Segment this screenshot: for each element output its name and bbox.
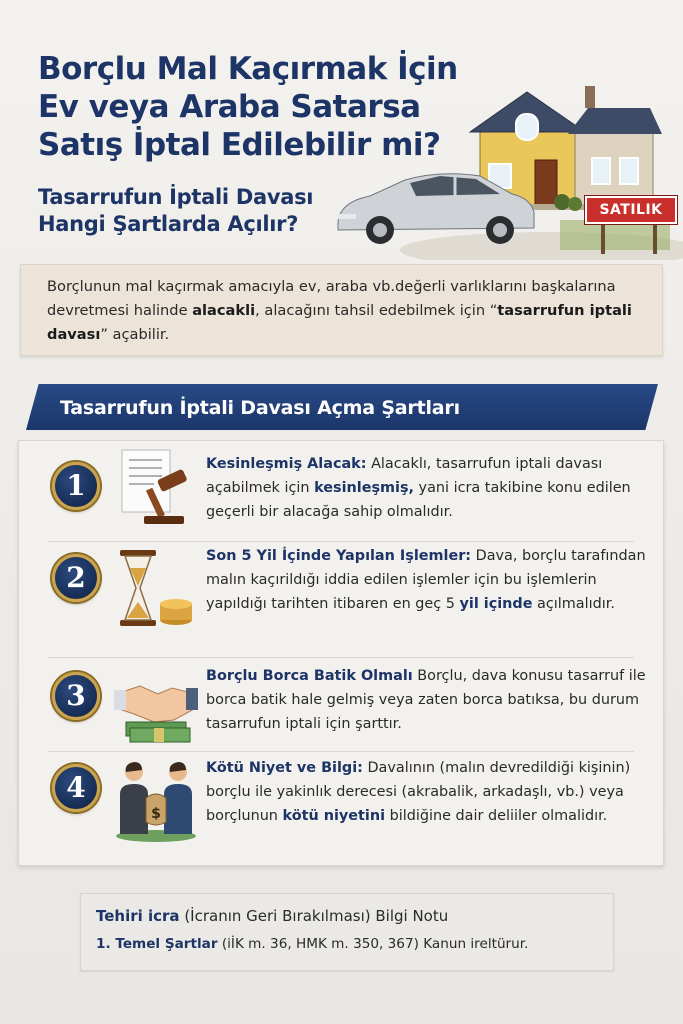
intro-bold-2: tasarrufun iptali davası — [47, 302, 632, 343]
condition-heading-1: Kesinleşmiş Alacak: — [206, 456, 367, 472]
condition-text-4 — [206, 756, 646, 828]
condition-bold-2: yil içinde — [459, 596, 533, 612]
title-line-3: Satış İptal Edilebilir mi? — [38, 127, 441, 163]
condition-item-4 — [18, 752, 664, 866]
title-line-2: Ev veya Araba Satarsa — [38, 89, 421, 125]
subtitle-line-2: Hangi Şartlarda Açılır? — [38, 212, 299, 236]
condition-heading-3: Borçlu Borca Batik Olmalı — [206, 668, 413, 684]
condition-heading-4: Kötü Niyet ve Bilgi: — [206, 760, 363, 776]
page-subtitle — [38, 184, 358, 238]
section-title: Tasarrufun İptali Davası Açma Şartları — [60, 397, 460, 419]
condition-text-3 — [206, 664, 646, 736]
intro-box — [20, 264, 663, 356]
subtitle-line-1: Tasarrufun İptali Davası — [38, 185, 314, 209]
condition-body-3a: Borçlu, dava konusu tasarruf ile borca batik hale gelmiş veya zaten borca batıksa, bu durum tasarrufun iptali için şarttır. — [206, 668, 646, 732]
info-note-line — [96, 933, 528, 955]
condition-body-1b: yani icra takibine konu edilen geçerli bir alacağa sahip olmalıdır. — [206, 480, 631, 520]
note-title-bold: Tehiri icra — [96, 907, 180, 925]
condition-body-4a: Davalının (malın devredildiği kişinin) borçlu ile yakinlık derecesi (akrabalik, arkadaşlı, vb.) veya borçlunun — [206, 760, 631, 824]
condition-text-1 — [206, 452, 646, 524]
condition-body-2a: Dava, borçlu tarafından malın kaçırildığı iddia edilen işlemler için bu işlemlerin yapıldığı tarihten itibaren en geç 5 — [206, 548, 646, 612]
handshake-money-icon — [114, 664, 198, 748]
condition-item-2 — [18, 542, 664, 658]
number-badge-4: 4 — [52, 764, 100, 812]
intro-bold-1: alacakli — [192, 302, 256, 319]
document-gavel-icon — [114, 444, 198, 528]
condition-item-3 — [18, 658, 664, 752]
hourglass-coins-icon — [114, 546, 198, 630]
condition-body-1a: Alacaklı, tasarrufun iptali davası açabilmek için — [206, 456, 603, 496]
condition-bold-1: kesinleşmiş, — [314, 480, 414, 496]
intro-text-1: Borçlunun mal kaçırmak amacıyla ev, araba vb.değerli varlıklarını başkalarına devretmesi halinde — [47, 278, 616, 319]
condition-item-1 — [18, 440, 664, 542]
condition-body-4b: bildiğine dair deliiler olmalidır. — [385, 808, 608, 824]
number-badge-3: 3 — [52, 672, 100, 720]
note-line-rest: (iİK m. 36, HMK m. 350, 367) Kanun ireltürur. — [217, 936, 529, 952]
note-title-rest: (İcranın Geri Bırakılması) Bilgi Notu — [179, 907, 449, 925]
two-men-money-bag-icon — [114, 758, 198, 842]
info-note-title — [96, 905, 448, 927]
condition-heading-2: Son 5 Yil İçinde Yapılan Işlemler: — [206, 548, 472, 564]
sale-sign-label: SATILIK — [585, 196, 677, 224]
condition-bold-4: kötü niyetini — [282, 808, 386, 824]
note-line-bold: 1. Temel Şartlar — [96, 936, 218, 952]
condition-body-2b: açılmalıdır. — [532, 596, 615, 612]
house-car-illustration — [330, 80, 683, 260]
svg-text:$: $ — [151, 806, 161, 822]
condition-text-2 — [206, 544, 646, 616]
title-line-1: Borçlu Mal Kaçırmak İçin — [38, 51, 458, 87]
number-badge-1: 1 — [52, 462, 100, 510]
number-badge-2: 2 — [52, 554, 100, 602]
intro-text-2: , alacağını tahsil edebilmek için “ — [255, 302, 498, 319]
intro-text-3: ” açabilir. — [100, 326, 170, 343]
